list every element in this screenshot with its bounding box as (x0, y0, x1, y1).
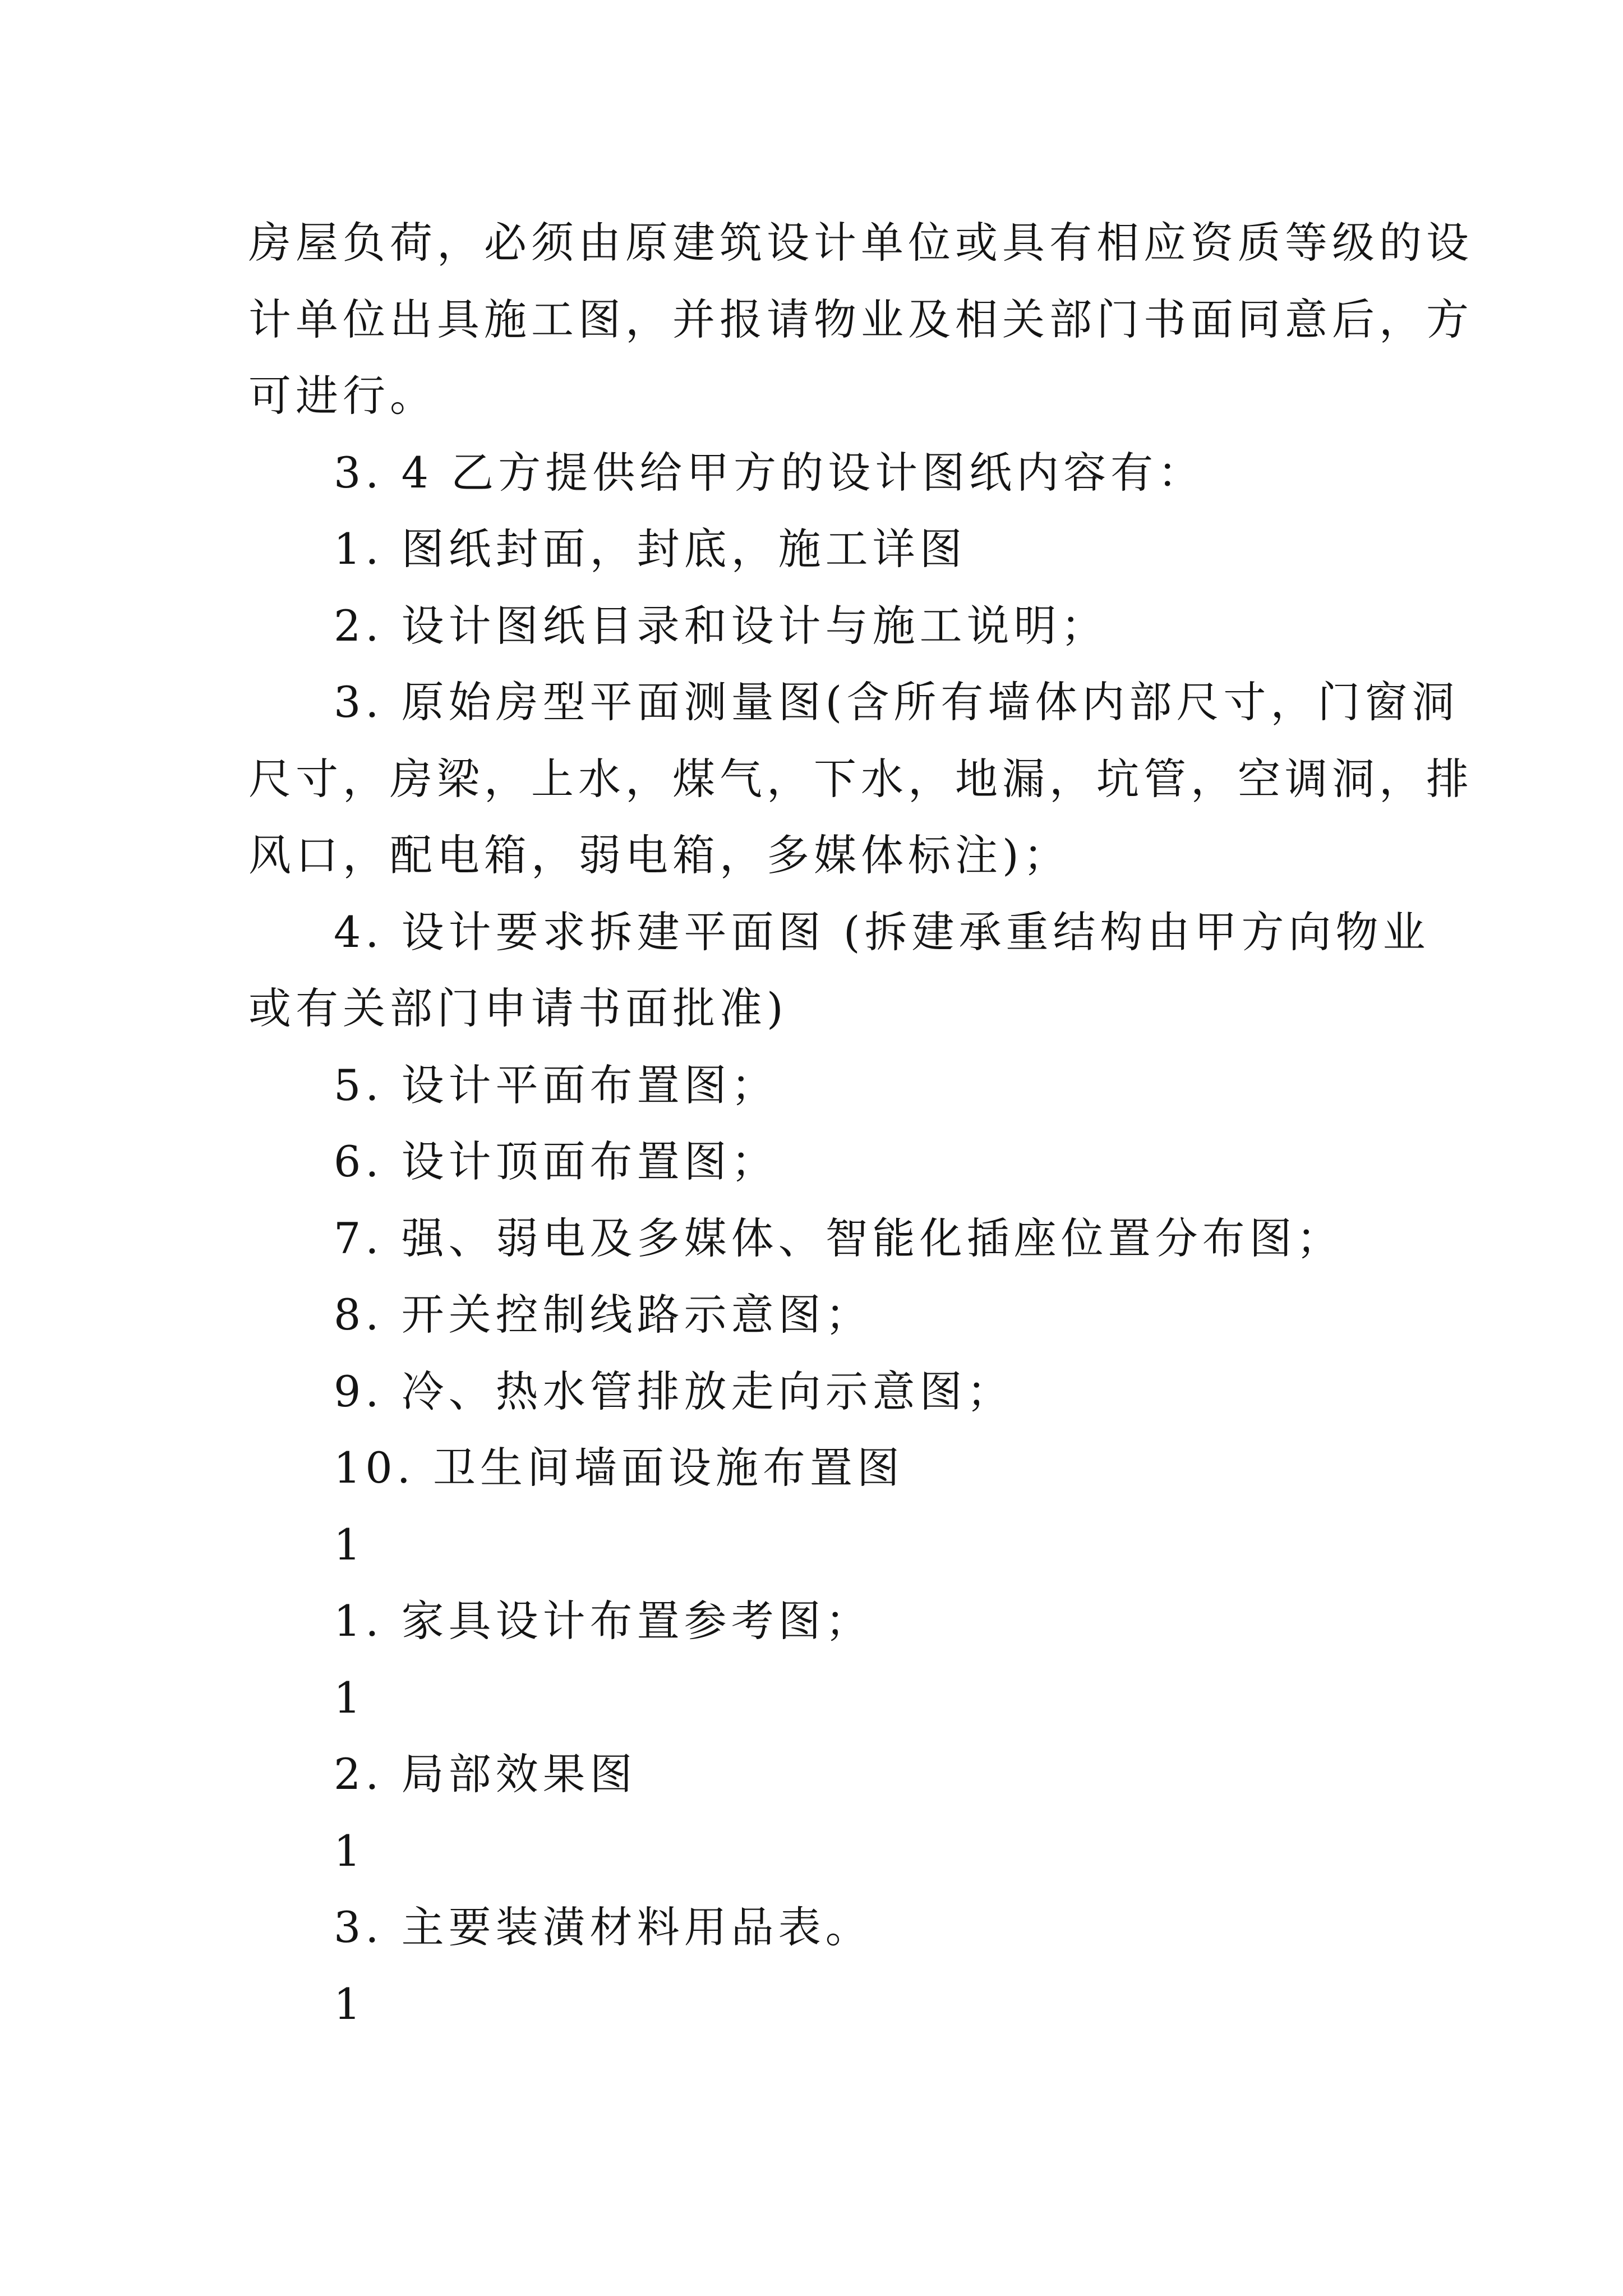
list-number-fragment: 1 (334, 1672, 366, 1723)
list-item: 7. 强、弱电及多媒体、智能化插座位置分布图； (334, 1213, 1344, 1263)
list-item: 9. 冷、热水管排放走向示意图； (334, 1366, 1014, 1416)
list-number-fragment: 1 (334, 1978, 366, 2029)
list-number-fragment: 1 (334, 1825, 366, 1876)
list-item: 5. 设计平面布置图； (334, 1060, 778, 1110)
list-item: 3. 主要装潢材料用品表。 (334, 1902, 873, 1952)
list-item: 1. 家具设计布置参考图； (334, 1596, 873, 1646)
list-item-continuation: 尺寸，房梁，上水，煤气，下水，地漏，坑管，空调洞，排 (248, 753, 1473, 804)
document-body (248, 205, 1473, 2042)
list-item: 2. 局部效果图 (334, 1749, 637, 1799)
list-item-continuation: 或有关部门申请书面批准) (248, 983, 788, 1033)
list-item: 3. 原始房型平面测量图(含所有墙体内部尺寸，门窗洞 (334, 677, 1459, 727)
list-item: 2. 设计图纸目录和设计与施工说明； (334, 600, 1108, 651)
paragraph-line: 计单位出具施工图，并报请物业及相关部门书面同意后，方 (248, 294, 1473, 344)
section-heading: 3. 4 乙方提供给甲方的设计图纸内容有： (334, 447, 1205, 498)
list-item: 4. 设计要求拆建平面图 (拆建承重结构由甲方向物业 (334, 907, 1430, 957)
paragraph-line: 房屋负荷，必须由原建筑设计单位或具有相应资质等级的设 (248, 218, 1473, 268)
list-number-fragment: 1 (334, 1519, 366, 1570)
list-item-continuation: 风口，配电箱，弱电箱，多媒体标注)； (248, 830, 1071, 880)
paragraph-line: 可进行。 (248, 371, 437, 421)
list-item: 6. 设计顶面布置图； (334, 1137, 778, 1186)
list-item: 1. 图纸封面，封底，施工详图 (334, 524, 967, 574)
list-item: 10. 卫生间墙面设施布置图 (334, 1443, 905, 1493)
list-item: 8. 开关控制线路示意图； (334, 1290, 873, 1340)
